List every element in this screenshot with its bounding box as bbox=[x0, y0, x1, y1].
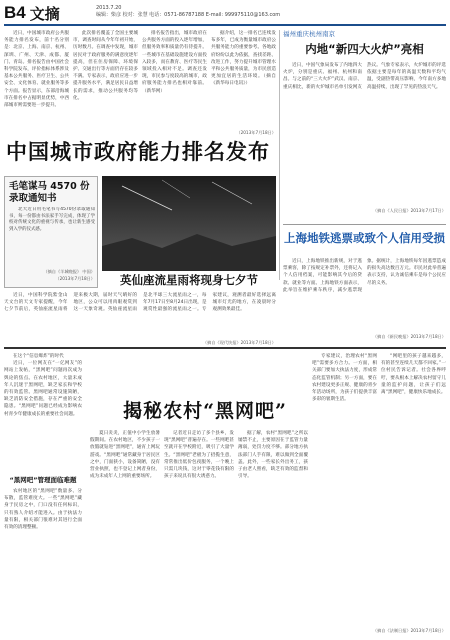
section-divider bbox=[4, 347, 446, 349]
issue-date: 2013.7.20 bbox=[96, 5, 122, 11]
cartoon-title: 毛笔谋马 4570 份录取通知书 bbox=[9, 181, 90, 204]
column-divider bbox=[279, 30, 280, 280]
rank-article-col-2: 此次排名覆盖了全国主要城市，调查时间从今年年初开始，历时数月。在调查中发现，城市居民对于政府服务的满意度逐年提高，但在住房保障、环境保护、交通出行等方面仍存在较多不满。专家表示，政府应进一步提升服务水平，满足居民日益增长的需求，推动公共服务均等化。 bbox=[73, 31, 138, 101]
sidebar-kicker: 福州重庆杭州南京 bbox=[283, 30, 335, 38]
cartoon-dateline: （2013年7月18日） bbox=[55, 276, 95, 281]
rank-article-col-3: 排名报告指出，城市政府在公共服务方面的投入逐年增加，但服务效率和质量仍有待提升。一些城市在基础设施建设方面投入较多，而在教育、医疗等民生领域投入相对不足。调查还发现，市民参与度较高的城市，政府服务能力排名也相对靠前。（新华网） bbox=[142, 31, 207, 94]
main-story-col-5: “网吧里的孩子越来越多，有的甚至连续几天都不回家。”一位村民告诉记者。社会各界呼吁，要从根本上解决农村留守儿童的监护问题，让孩子们远离“黑网吧”，健康快乐地成长。 bbox=[381, 354, 446, 396]
meteor-headline: 英仙座流星雨将现身七夕节 bbox=[120, 273, 258, 287]
editor-contact: 编辑：柴彦 校对：张慧 电话：0571-86787188 E-mail: 999975110@163.com bbox=[96, 12, 281, 18]
cartoon-box bbox=[4, 176, 98, 288]
main-story-col-2: 记者近日走访了多个县乡，发现“黑网吧”普遍存在。一些网吧甚至就开在学校附近，吸引了大量学生。“黑网吧”老板为了招揽生意，常常推出低价包夜服务，一个晚上只需几块钱，这对于零花钱有限的孩子来说具有很大诱惑力。 bbox=[164, 431, 234, 480]
shanghai-body: 近日，上海地铁推出新规，对于逃票乘客，除了按规定补票外，还将记入个人信用档案，可能影响其今后的贷款、就业等方面。上海地铁方面表示，此举旨在维护乘车秩序，减少逃票现象。据统计，上海地铁每年因逃票造成的损失高达数百万元。市民对此举普遍表示支持，认为诚信乘车是每个公民应尽的义务。 bbox=[283, 259, 446, 293]
shanghai-headline: 上海地铁逃票或致个人信用受损 bbox=[284, 231, 445, 245]
sidebar-headline: 内地“新四大火炉”亮相 bbox=[305, 42, 424, 56]
rank-article-col-1: 近日，中国城市政府公共服务能力排名发布，前十名分别是：北京、上海、南京、杭州、深圳、广州、天津、成都、厦门、青岛。排名报告由中国社会科学院发布，评价指标体系涉及基本公共服务、医疗卫生、公共安全、文化体育、就业服务等多个方面。报告显示，东部沿海城市在排名中占据明显优势，中西部城市则需要进一步提升。 bbox=[4, 31, 69, 109]
header-rule bbox=[4, 24, 446, 26]
sidebar-dateline: （摘自《人民日报》2013年7月17日） bbox=[372, 208, 446, 213]
sidebar-rule bbox=[283, 224, 446, 225]
header-info bbox=[96, 5, 280, 19]
rank-article-dateline: （2013年7月18日） bbox=[236, 130, 276, 135]
rank-article-col-4: 据介绍，这一排名已连续发布多年，已成为衡量城市政府公共服务能力的重要参考。各地政府纷纷以此为依据，查找差距、改进工作，努力提升城市管理水平和公共服务质量，为市民创造更加宜居的生活环境。（摘自《新华每日电讯》） bbox=[211, 31, 276, 87]
night-sky-image bbox=[102, 176, 276, 271]
meteor-photo bbox=[102, 176, 276, 271]
meteor-article-body: 近日，中国科学院紫金山天文台的天文专家提醒，今年七夕节前后，英仙座流星雨将迎来极大期，届时天气晴好的地区，公众可以用肉眼观赏到这一天象奇观。英仙座流星雨是北半球三大流星雨之一，每年7月17日至8月24日出现，是观赏性最强的流星雨之一。专家建议，观测者最好选择远离城市灯光的地方，在凌晨时分观测效果最佳。 bbox=[4, 293, 276, 313]
sidebar-body: 近日，中国气象局发布了内地四大火炉，分别是重庆、福州、杭州和南昌。与之前的“三大火炉”武汉、南京、重庆相比，新的火炉城市名单引发网友热议。气象专家表示，火炉城市的评选依据主要是每年的高温天数和平均气温，受副热带高压影响，今年南方多地高温持续，出现了罕见的热浪天气。 bbox=[283, 63, 446, 90]
main-story-col-1: 夏日炎炎，正值中小学生放暑假期间。在农村地区，不少孩子一放假就钻进“黑网吧”，通宵上网玩游戏。“黑网吧”通常藏身于居民区之中，门面狭小，设备简陋，没有营业执照，也不登记上网者身份，成为未成年人上网的重要场所。 bbox=[90, 431, 160, 480]
main-story-dateline: （摘自《法制日报》2013年7月18日） bbox=[372, 628, 446, 633]
main-story-col-3: 据了解，农村“黑网吧”之所以屡禁不止，主要原因在于监管力量薄弱，处罚力度不够。部分地方执法部门人手有限，难以做到全面覆盖。此外，一些家长外出务工，孩子由老人照看，缺乏有效的监督和引导。 bbox=[238, 431, 308, 480]
main-story-headline: 揭秘农村“黑网吧” bbox=[123, 400, 287, 422]
tech-column-body-2: 农村地区的“黑网吧”数量多、分布散，监管难度大。一些“黑网吧”藏身于民房之中，门口没有任何标识，只有熟人介绍才能进入。由于执法力量有限，相关部门很难对其进行全面有效的清理整顿。 bbox=[4, 489, 82, 531]
page-code: B4 bbox=[4, 3, 26, 22]
cartoon-body: 北大近日用毛笔书写4570份录取通知书，每一份都由书法家手写完成，体现了学校对传统文化的重视与传承，也让新生感受到入学的仪式感。 bbox=[9, 207, 95, 232]
rank-article-headline: 中国城市政府能力排名发布 bbox=[6, 139, 270, 164]
main-story-col-4: 专家建议，治理农村“黑网吧”需要多方合力。一方面，相关部门要加大执法力度，形成常态化监管机制；另一方面，要在农村建设更多正规、健康的青少年活动场所，为孩子们提供丰富多彩的暑期生活。 bbox=[312, 354, 377, 403]
meteor-dateline: （摘自《现代快报》2013年7月18日） bbox=[202, 340, 276, 345]
tech-column-body: 在这个“信息爆炸”的时代 近日，一位网友在“一亿网友”的网站上发帖，“黑网吧”问题再次成为舆论的焦点。在农村地区，大量未成年人沉迷于黑网吧，缺乏家长和学校的有效监管。黑网吧通常设施简陋，缺乏消防安全措施，存在严重的安全隐患。“黑网吧”问题已经成为影响农村青少年健康成长的重要社会问题。 bbox=[4, 354, 82, 417]
section-name: 文摘 bbox=[29, 4, 60, 23]
masthead-badge bbox=[4, 3, 60, 23]
cartoon-source: （摘自《羊城晚报》 中国） bbox=[43, 269, 95, 274]
shanghai-dateline: （摘自《新民晚报》2013年7月18日） bbox=[372, 334, 446, 339]
tech-column-subhead: “黑网吧”管理面临难题 bbox=[9, 476, 77, 484]
